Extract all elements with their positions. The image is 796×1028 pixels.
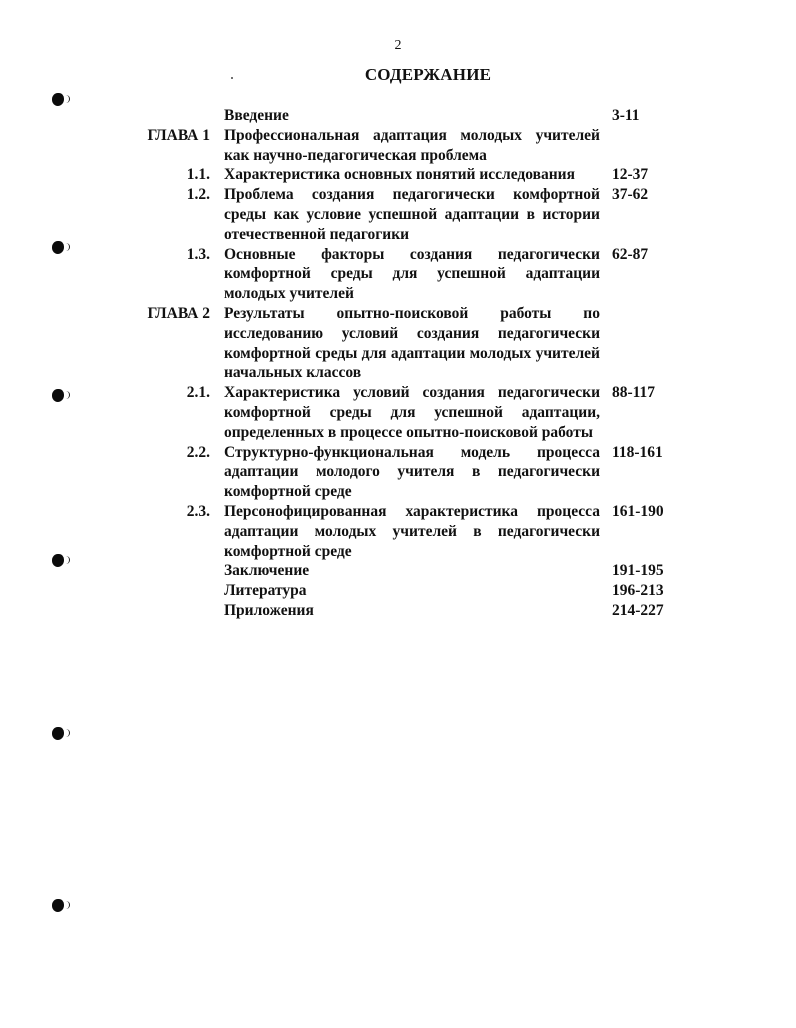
page-number: 2	[394, 38, 402, 53]
toc-entry-chapter-2[interactable]	[0, 304, 796, 383]
toc-label: ГЛАВА 1	[147, 126, 210, 144]
toc-title: Структурно-функциональная модель процесса адаптации молодого учителя в педагогически комфортной среде	[224, 443, 600, 501]
toc-pages: 161-190	[612, 502, 664, 520]
toc-label: 2.3.	[186, 502, 210, 520]
toc-entry-section-2-1[interactable]	[0, 383, 796, 442]
toc-pages: 3-11	[612, 107, 640, 124]
toc-label: ГЛАВА 2	[147, 304, 210, 322]
toc-entry-literature[interactable]	[0, 581, 796, 601]
toc-pages: 214-227	[612, 601, 664, 619]
toc-title: Характеристика условий создания педагогически комфортной среды для успешной адаптации, определенных в процессе опытно-поисковой работы	[224, 384, 600, 441]
toc-label: 1.2.	[186, 186, 210, 204]
toc-pages: 12-37	[612, 166, 649, 184]
toc-title: Результаты опытно-поисковой работы по исследованию условий создания педагогически комфортной среды для адаптации молодых учителей начальных классов	[224, 304, 600, 382]
toc-title: Профессиональная адаптация молодых учителей как научно-педагогическая проблема	[224, 126, 600, 164]
toc-entry-introduction[interactable]	[0, 106, 796, 126]
toc-title: Основные факторы создания педагогически комфортной среды для успешной адаптации молодых учителей	[224, 245, 600, 303]
scan-speck	[231, 77, 233, 79]
toc-entry-chapter-1[interactable]	[0, 126, 796, 166]
toc-entry-section-2-2[interactable]	[0, 443, 796, 502]
toc-title: Проблема создания педагогически комфортной среды как условие успешной адаптации в истории отечественной педагогики	[224, 186, 600, 243]
toc-pages: 118-161	[612, 443, 663, 461]
page-title: СОДЕРЖАНИЕ	[364, 65, 492, 84]
toc-title: Заключение	[224, 562, 310, 580]
toc-title: Персонофицированная характеристика процесса адаптации молодых учителей в педагогически комфортной среде	[224, 502, 600, 560]
toc-pages: 62-87	[612, 245, 649, 263]
toc-entry-section-2-3[interactable]	[0, 502, 796, 561]
punch-hole-mark	[52, 899, 64, 912]
toc-pages: 88-117	[612, 384, 656, 402]
toc-label: 1.1.	[186, 166, 210, 184]
toc-label: 2.1.	[186, 384, 210, 402]
toc-pages: 196-213	[612, 582, 664, 600]
table-of-contents	[0, 106, 796, 621]
toc-label: 1.3.	[186, 245, 210, 263]
toc-title: Характеристика основных понятий исследования	[224, 166, 575, 184]
toc-title: Приложения	[224, 601, 314, 619]
toc-entry-section-1-1[interactable]	[0, 165, 796, 185]
toc-label: 2.2.	[186, 443, 210, 461]
punch-hole-mark	[52, 93, 64, 106]
punch-hole-mark	[52, 727, 64, 740]
toc-entry-section-1-3[interactable]	[0, 245, 796, 304]
toc-pages: 191-195	[612, 562, 664, 580]
toc-entry-appendices[interactable]	[0, 601, 796, 621]
toc-entry-conclusion[interactable]	[0, 561, 796, 581]
toc-title: Введение	[224, 107, 289, 124]
toc-entry-section-1-2[interactable]	[0, 185, 796, 244]
toc-title: Литература	[224, 582, 307, 600]
toc-pages: 37-62	[612, 186, 649, 204]
